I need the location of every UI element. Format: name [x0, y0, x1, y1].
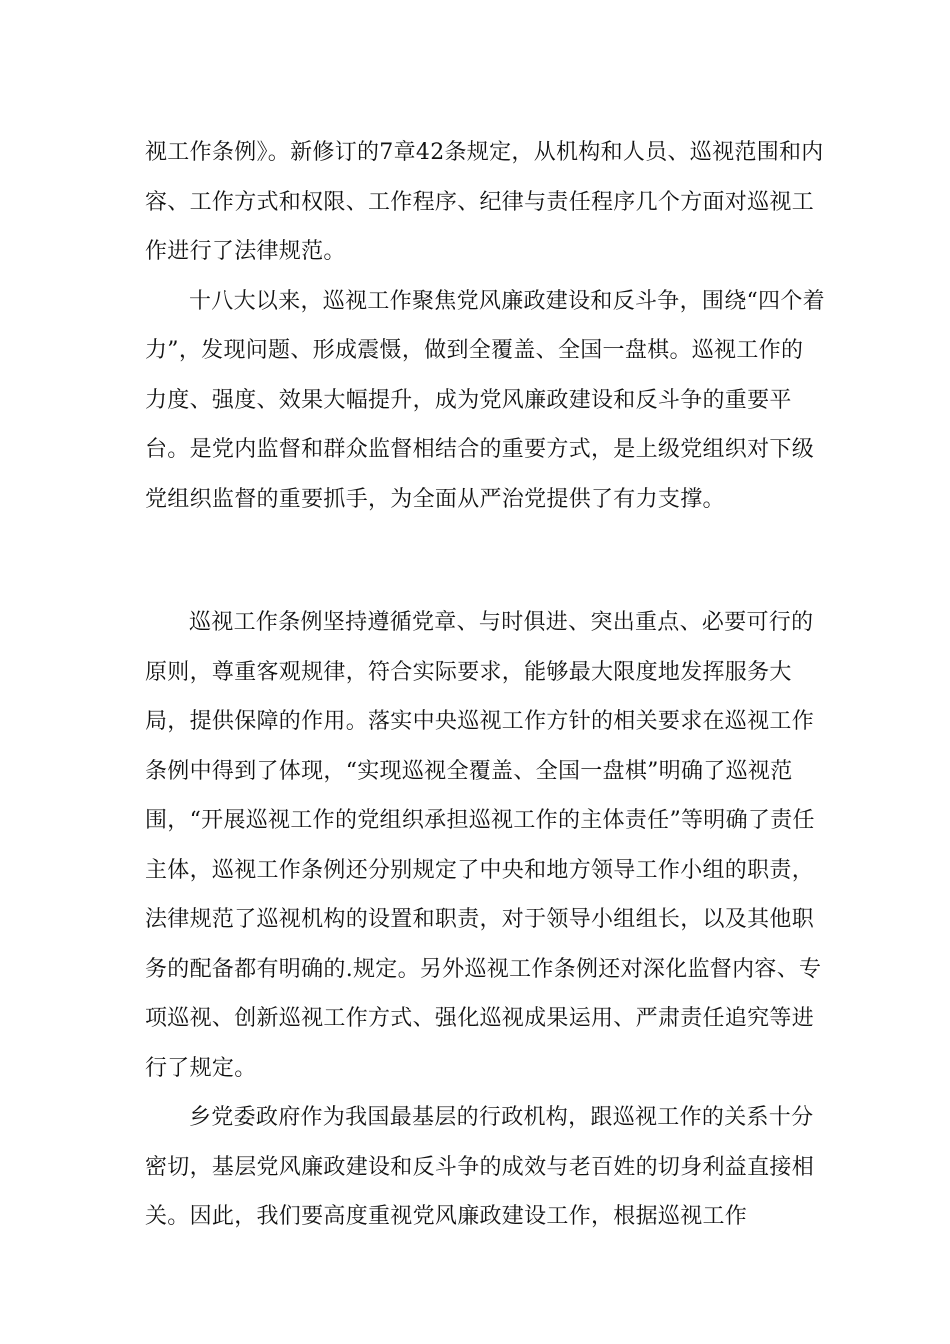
- paragraph-since-18th-congress: 十八大以来，巡视工作聚焦党风廉政建设和反斗争，围绕“四个着力”，发现问题、形成震慑，做到全覆盖、全国一盘棋。巡视工作的力度、强度、效果大幅提升，成为党风廉政建设和反斗争的重要平台。是党内监督和群众监督相结合的重要方式，是上级党组织对下级党组织监督的重要抓手，为全面从严治党提供了有力支撑。: [145, 288, 825, 512]
- paragraph-continuation: 视工作条例》。新修订的7章42条规定，从机构和人员、巡视范围和内容、工作方式和权限、工作程序、纪律与责任程序几个方面对巡视工作进行了法律规范。: [145, 140, 824, 264]
- paragraph-township-government: 乡党委政府作为我国最基层的行政机构，跟巡视工作的关系十分密切，基层党风廉政建设和反斗争的成效与老百姓的切身利益直接相关。因此，我们要高度重视党风廉政建设工作，根据巡视工作: [145, 1105, 815, 1229]
- document-body: [145, 128, 825, 1242]
- paragraph-inspection-regulations: 巡视工作条例坚持遵循党章、与时俱进、突出重点、必要可行的原则，尊重客观规律，符合实际要求，能够最大限度地发挥服务大局，提供保障的作用。落实中央巡视工作方针的相关要求在巡视工作条例中得到了体现，“实现巡视全覆盖、全国一盘棋”明确了巡视范围，“开展巡视工作的党组织承担巡视工作的主体责任”等明确了责任主体，巡视工作条例还分别规定了中央和地方领导工作小组的职责，法律规范了巡视机构的设置和职责，对于领导小组组长，以及其他职务的配备都有明确的.规定。另外巡视工作条例还对深化监督内容、专项巡视、创新巡视工作方式、强化巡视成果运用、严肃责任追究等进行了规定。: [145, 610, 822, 1081]
